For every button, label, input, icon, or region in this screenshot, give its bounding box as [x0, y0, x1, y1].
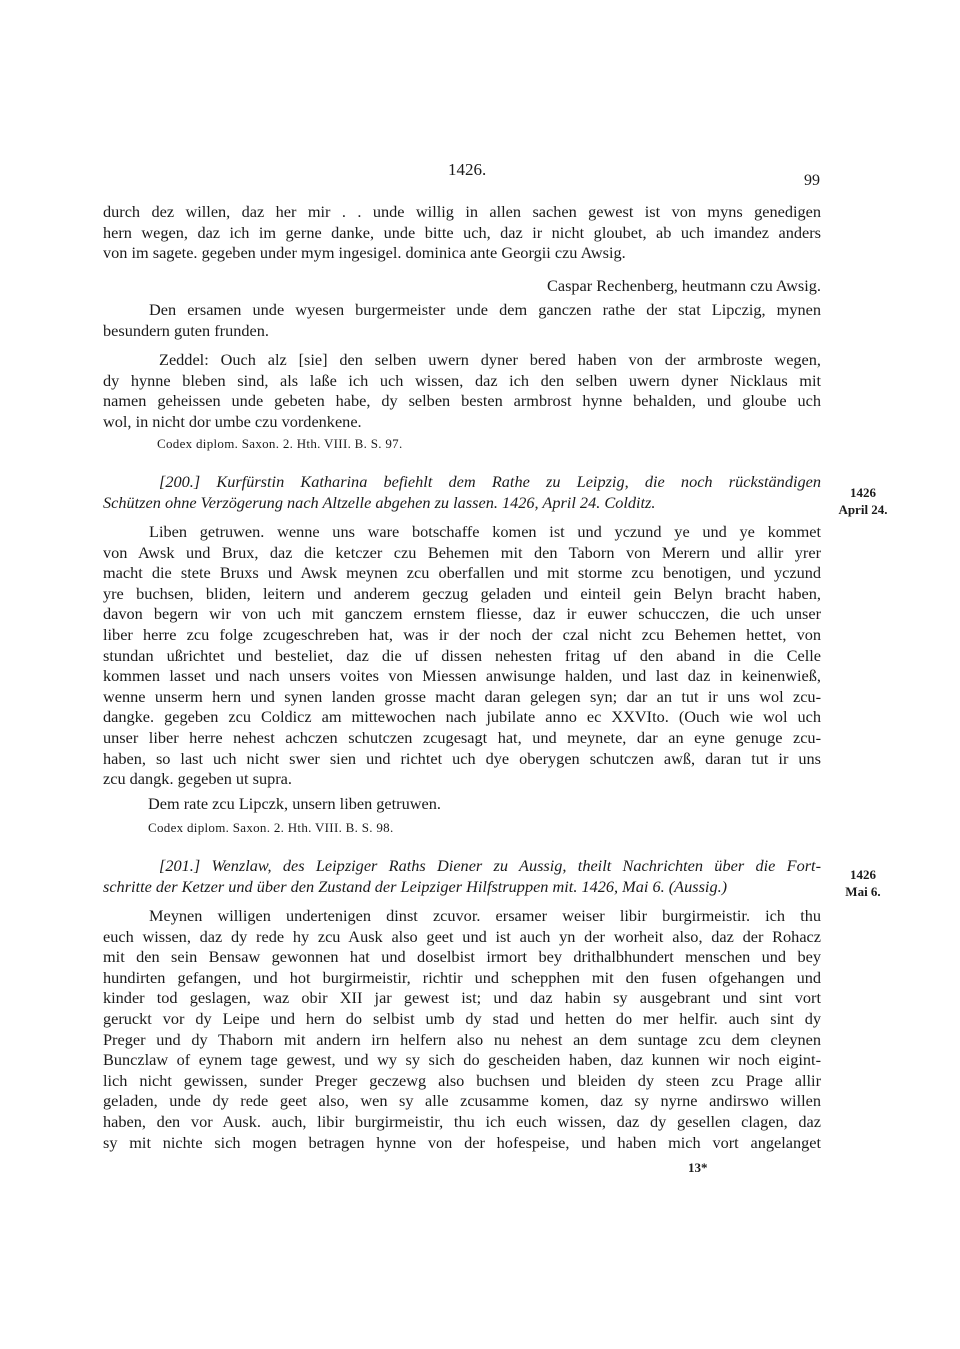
text-line: dy hynne bleben sind, als laße ich uch wissen, daz ich den selben uwern dyner Nicklaus mit	[103, 370, 821, 390]
text-line: Liben getruwen. wenne uns ware botschaffe komen ist und yczund ye und ye kommet	[149, 522, 821, 541]
heading-line: schritte der Ketzer und über den Zustand der Leipziger Hilfstruppen mit. 1426, Mai 6. (Aussig.)	[103, 876, 728, 896]
text-line: Den ersamen unde wyesen burgermeister unde dem ganczen rathe der stat Lipczig, mynen	[149, 300, 821, 319]
text-line: mit den sein Bensaw gewonnen hat und doselbist irmort bey drithalbhundert menschen und bey	[103, 947, 821, 967]
text-line: wol, in nicht dor umbe czu vordenkene.	[103, 411, 362, 431]
text-line: hern wegen, daz ich im gerne danke, unde bitte uch, daz ir nicht gloubet, ab uch imandez anders	[103, 222, 821, 242]
text-line: unser liber herre nehest achczen schutczen zcugesagt hat, und meynete, dar an eyne genuge zcu-	[103, 727, 821, 747]
text-line: dangke. gegeben zcu Coldicz am mittewochen nach jubilate anno ec XXVIto. (Ouch wie wol uch	[103, 707, 821, 727]
margin-year: 1426	[850, 867, 876, 882]
text-line: geladen, unde dy rede geet also, wen sy alle zcusamme komen, daz sy nyrne andirswo willen	[103, 1091, 821, 1111]
text-line: macht die stete Bruxs und Awsk meynen zcu oberfallen und mit storme zcu benotigen, und yczund	[103, 563, 821, 583]
text-line: namen geheissen unde gebeten habe, dy selben besten armbrost hynne behalden, und gloube uch	[103, 391, 821, 411]
text-line: kommen lasset und nach unsers voites von Miessen anwisunge halden, und last daz in keinenwieß,	[103, 666, 821, 686]
letter-signature: Caspar Rechenberg, heutmann czu Awsig.	[546, 276, 821, 295]
text-line: besundern guten frunden.	[103, 320, 269, 340]
text-line: lich nicht gewissen, sunder Preger geczewg also buchsen und bleiden dy steen zcu Prage allir	[103, 1070, 821, 1090]
zeddel-note	[103, 350, 821, 432]
text-line: Meynen willigen undertenigen dinst zcuvor. ersamer weiser libir burgirmeistir. ich thu	[149, 906, 821, 925]
text-line: hundirten gefangen, und hot burgirmeistir, richtir und schepphen mit den fusen ofgehangen und	[103, 967, 821, 987]
margin-day: Mai 6.	[845, 884, 881, 899]
text-line: wenne unserm hern und synen landen grosse macht daran gelegen syn; dar an tut ir uns wol zcu-	[103, 686, 821, 706]
text-line: Preger und dy Thaborn mit andern irn helfern also nu nehest an dem suntage zcu dem cleynen	[103, 1029, 821, 1049]
text-line: durch dez willen, daz her mir . . unde willig in allen sachen gewest ist von myns genedigen	[103, 202, 821, 221]
doc201-body	[103, 906, 821, 1153]
text-line: zcu dangk. gegeben ut supra.	[103, 769, 292, 789]
letter-end-body	[103, 202, 821, 264]
text-line: haben, so last uch nicht swer sien und richtet uch dye oberygen schutczen awß, daran tut ir uns	[103, 748, 821, 768]
doc200-heading	[103, 472, 821, 513]
heading-line: [201.] Wenzlaw, des Leipziger Raths Diener zu Aussig, theilt Nachrichten über die Fort-	[159, 856, 821, 875]
source-citation: Codex diplom. Saxon. 2. Hth. VIII. B. S. 98.	[148, 820, 394, 835]
text-line: sy mit nichte sich mogen betragen hynne von der hofespeise, und haben mich vort angelanget	[103, 1132, 821, 1152]
text-line: von im sagete. gegeben under mym ingesigel. dominica ante Georgii czu Awsig.	[103, 243, 626, 263]
text-line: euch wissen, daz dy rede hy zcu Ausk also geet und ist auch yn der worheit also, daz der Rohacz	[103, 926, 821, 946]
page-number: 99	[804, 172, 820, 189]
heading-line: [200.] Kurfürstin Katharina befiehlt dem Rathe zu Leipzig, die noch rückständigen	[159, 472, 821, 491]
text-line: yre buchsen, bliden, leitern und anderem geczug geladen und einteil gein Belyn bracht haben,	[103, 583, 821, 603]
doc200-margin-date	[828, 484, 898, 518]
doc201-margin-date	[828, 866, 898, 900]
text-line: stundan ußrichtet und besteliet, daz die uf dissen nehesten fritag uf den aband in die Celle	[103, 645, 821, 665]
text-line: geruckt vor dy Leipe und hern do selbist umb dy stad und hetten do mer helfir. auch sint dy	[103, 1008, 821, 1028]
signature-mark: 13*	[688, 1160, 708, 1175]
heading-line: Schützen ohne Verzögerung nach Altzelle abgehen zu lassen. 1426, April 24. Colditz.	[103, 492, 656, 512]
doc201-heading	[103, 856, 821, 897]
text-line: Bunczlaw of eynem tage gewest, und wy sy sich do gescheiden haben, daz kunnen wir noch eigint-	[103, 1050, 821, 1070]
text-line: davon begern wir von uch mit ganczem ernstem fliesse, daz ir euwer schucczen, die uch unser	[103, 604, 821, 624]
text-line: haben, den vor Ausk. auch, libir burgirmeistir, thu ich euch wissen, daz dy gesellen clagen, daz	[103, 1111, 821, 1131]
doc200-body	[103, 522, 821, 790]
text-line: Zeddel: Ouch alz [sie] den selben uwern dyner bered haben von der armbroste wegen,	[159, 350, 821, 369]
text-line: von Awsk und Brux, daz die ketczer czu Behemen mit den Taborn von Merern und allir yrer	[103, 542, 821, 562]
text-line: liber herre zcu folge zcugeschreben hat, was ir der noch der czal nicht zcu Behemen hettet, von	[103, 624, 821, 644]
running-header-year: 1426.	[448, 160, 487, 179]
margin-year: 1426	[850, 485, 876, 500]
margin-day: April 24.	[838, 502, 888, 517]
doc200-address: Dem rate zcu Lipczk, unsern liben getruwen.	[148, 794, 441, 813]
letter-address	[103, 300, 821, 341]
source-citation: Codex diplom. Saxon. 2. Hth. VIII. B. S. 97.	[157, 436, 403, 451]
text-line: kinder tod geslagen, waz obir XII jar gewest ist; und daz habin sy ausgebrant und sint vort	[103, 988, 821, 1008]
